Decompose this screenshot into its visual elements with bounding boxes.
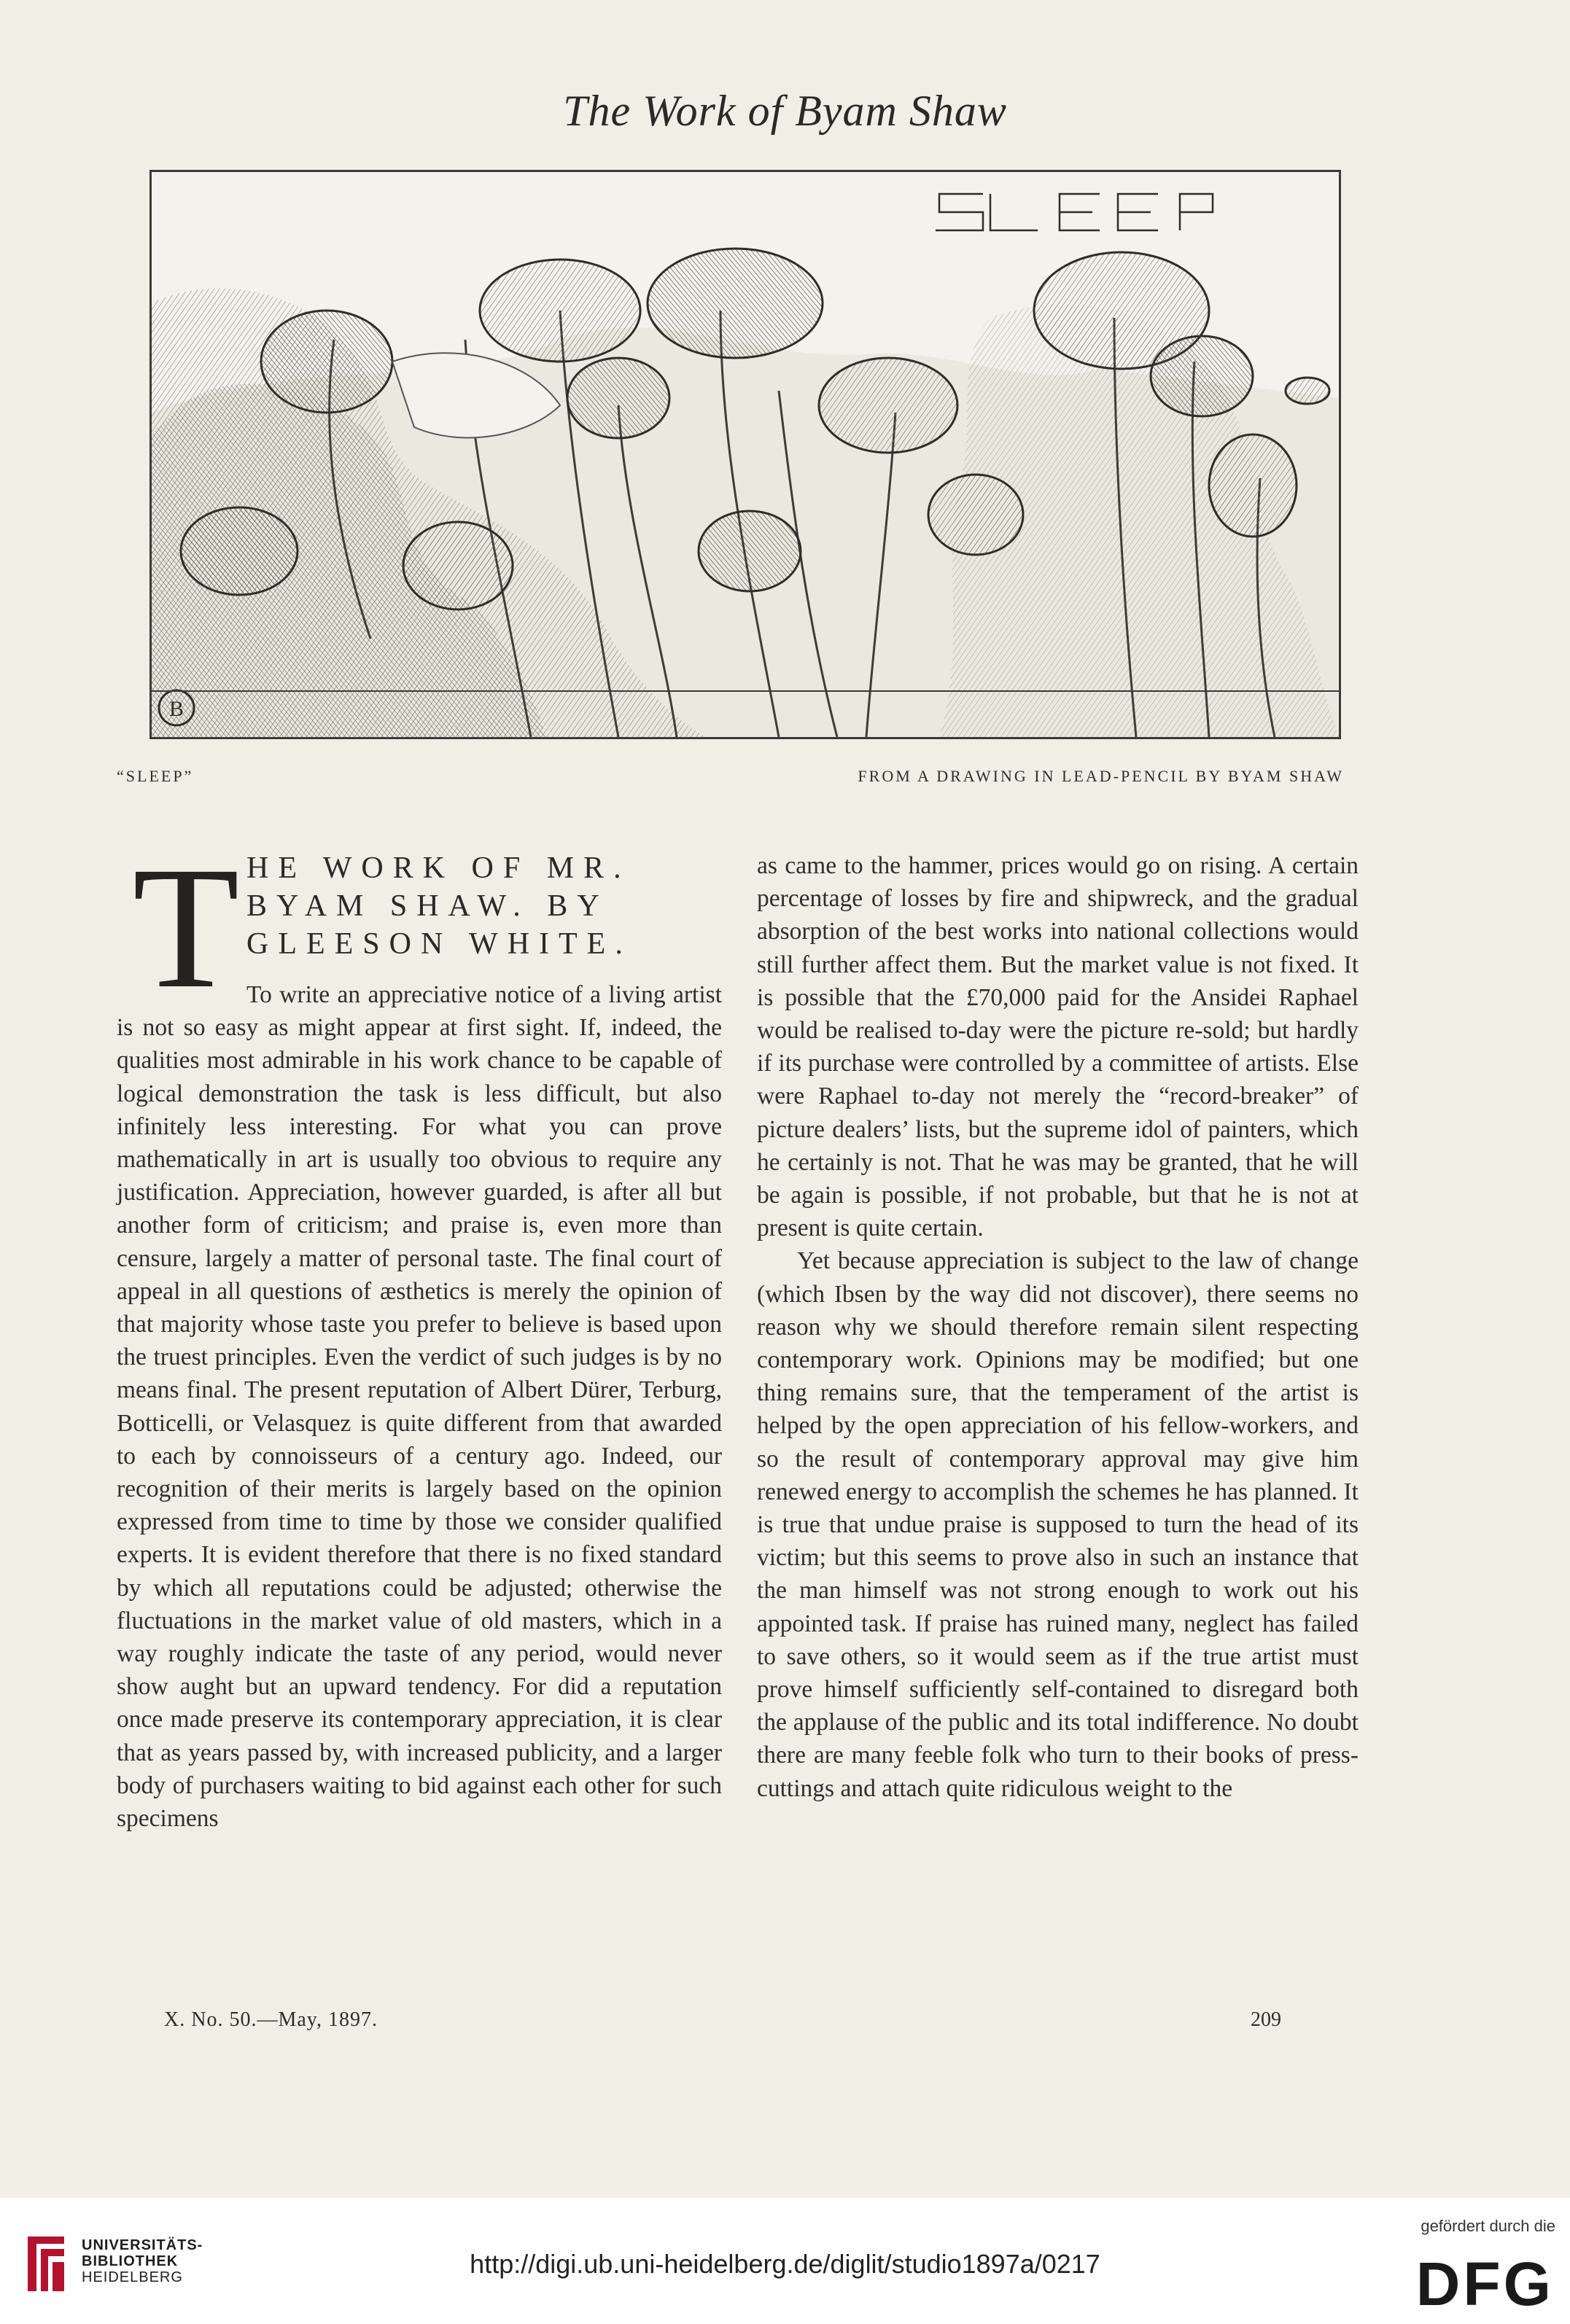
page-number: 209 — [1251, 2008, 1281, 2031]
caption-credit: FROM A DRAWING IN LEAD-PENCIL BY BYAM SHAW — [858, 767, 1344, 785]
issue-line: X. No. 50.—May, 1897. — [164, 2008, 378, 2031]
funded-by-label: gefördert durch die — [1421, 2217, 1555, 2235]
poppy-drawing — [152, 172, 1339, 737]
column-right — [757, 849, 1359, 1805]
running-head: The Work of Byam Shaw — [563, 87, 1007, 135]
article-heading: HE WORK OF MR. BYAM SHAW. BY GLEESON WHITE. — [246, 851, 632, 961]
svg-text:T: T — [132, 848, 240, 992]
illustration-sleep — [149, 170, 1341, 739]
source-url-link[interactable]: http://digi.ub.uni-heidelberg.de/diglit/studio1897a/0217 — [470, 2249, 1100, 2279]
caption-title: “SLEEP” — [117, 767, 194, 785]
drop-cap-t — [131, 848, 241, 992]
paragraph: Yet because appreciation is subject to the law of change (which Ibsen by the way did not discover), there seems no reason why we should therefore remain silent respecting contemporary work. Opinions may be modified; but one thing remains sure, that the temperament of the artist is helped by the open appreciation of his fellow-workers, and so the result of contemporary approval may give him renewed energy to accomplish the schemes he has planned. It is true that undue praise is supposed to turn the head of its victim; but this seems to prove also in such an instance that the man himself was not strong enough to work out his appointed task. If praise has ruined many, neglect has failed to save others, so it would seem as if the true artist must prove himself sufficiently self-contained to disregard both the applause of the public and its total indifference. No doubt there are many feeble folk who turn to their books of press-cuttings and attach quite ridiculous weight to the — [757, 1247, 1359, 1802]
digitization-footer — [0, 2198, 1570, 2324]
dfg-logo: DFG — [1415, 2250, 1554, 2318]
monogram-letter: B — [168, 697, 184, 721]
paragraph: as came to the hammer, prices would go on rising. A certain percentage of losses by fire and shipwreck, and the gradual absorption of the best works into national collections would still further affect them. But the market value is not fixed. It is possible that the £70,000 paid for the Ansidei Raphael would be realised to-day were the picture re-sold; but hardly if its purchase were controlled by a committee of artists. Else were Raphael to-day not merely the “record-breaker” of picture dealers’ lists, but the supreme idol of painters, which he certainly is not. That he was may be granted, that he will be again is possible, if not probable, but that he is not at present is quite certain. — [757, 852, 1359, 1242]
column-left — [117, 978, 722, 1835]
library-name: UNIVERSITÄTS- BIBLIOTHEK HEIDELBERG — [82, 2237, 203, 2285]
paragraph: To write an appreciative notice of a living artist is not so easy as might appear at first sight. If, indeed, the qualities most admirable in his work chance to be capable of logical demonstration the task is less difficult, but also infinitely less interesting. For what you can prove mathematically in art is usually too obvious to require any justification. Appreciation, however guarded, is after all but another form of criticism; and praise is, even more than censure, largely a matter of personal taste. The final court of appeal in all questions of æsthetics is merely the opinion of that majority whose taste you prefer to believe is based upon the truest principles. Even the verdict of such judges is by no means final. The present reputation of Albert Dürer, Terburg, Botticelli, or Velasquez is quite different from that awarded to each by connoisseurs of a century ago. Indeed, our recognition of their merits is largely based on the opinion expressed from time to time by those we consider qualified experts. It is evident therefore that there is no fixed standard by which all reputations could be adjusted; otherwise the fluctuations in the market value of old masters, which in a way roughly indicate the taste of any period, would never show aught but an upward tendency. For did a reputation once made preserve its contemporary appreciation, it is clear that as years passed by, with increased publicity, and a larger body of purchasers waiting to bid against each other for such specimens — [117, 981, 722, 1833]
